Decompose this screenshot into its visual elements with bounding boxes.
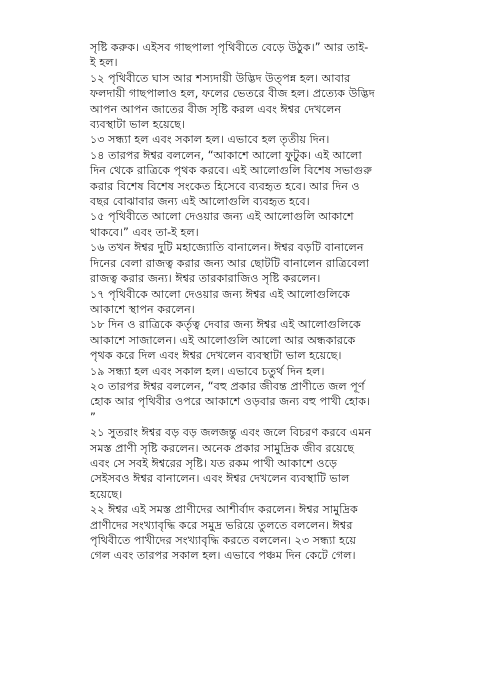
text-line: ১৬ তখন ঈশ্বর দুটি মহাজ্যোতি বানালেন। ঈশ্বর বড়টি বানালেন [90,241,364,255]
text-line: ১৩ সন্ধ্যা হল এবং সকাল হল। এভাবে হল তৃতীয় দিন। [90,133,330,147]
text-line: থাকবে।” এবং তা-ই হল। [90,225,199,239]
text-line: দিন থেকে রাত্রিকে পৃথক করবে। এই আলোগুলি বিশেষ সভাগুরু [90,164,372,178]
verse-paragraph [90,425,442,502]
text-line: সমস্ত প্রাণী সৃষ্টি করলেন। অনেক প্রকার সামুদ্রিক জীব রয়েছে [90,441,354,455]
text-line: সেইসবও ঈশ্বর বানালেন। এবং ঈশ্বর দেখলেন ব্যবস্থাটি ভাল [90,472,350,486]
text-line: গেল এবং তারপর সকাল হল। এভাবে পঞ্চম দিন কেটে গেল। [90,549,356,563]
text-line: ২২ ঈশ্বর এই সমস্ত প্রাণীদের আশীর্বাদ করলেন। ঈশ্বর সামুদ্রিক [90,503,358,517]
text-line: ১২ পৃথিবীতে ঘাস আর শস্যদায়ী উদ্ভিদ উত্‌পন্ন হল। আবার [90,71,351,85]
text-line: আপন আপন জাতের বীজ সৃষ্টি করল এবং ঈশ্বর দেখলেন [90,102,342,116]
text-line: পৃথিবীতে পাখীদের সংখ্যাবৃদ্ধি করতে বললেন। ২৩ সন্ধ্যা হয়ে [90,534,357,547]
text-line: আকাশে স্থাপন করলেন। [90,302,195,316]
text-line: আকাশে সাজালেন। এই আলোগুলি আলো আর অন্ধকারকে [90,333,356,347]
text-line: এবং সে সবই ঈশ্বরের সৃষ্টি। যত রকম পাখী আকাশে ওড়ে [90,456,338,470]
text-line: ১৭ পৃথিবীকে আলো দেওয়ার জন্য ঈশ্বর এই আলোগুলিকে [90,287,350,301]
text-line: দিনের বেলা রাজত্ব করার জন্য আর ছোটটি বানালেন রাত্রিবেলা [90,256,370,270]
verse-paragraph [90,71,442,133]
text-line: ” [90,410,96,424]
text-line: হয়েছে। [90,487,123,501]
verse-paragraph [90,317,442,363]
verse-paragraph [90,364,442,379]
verse-paragraph [90,132,442,147]
text-line: ১৯ সন্ধ্যা হল এবং সকাল হল। এভাবে চতুর্থ দিন হল। [90,364,325,378]
verse-paragraph [90,379,442,425]
text-line: ১৮ দিন ও রাত্রিকে কর্তৃত্ব দেবার জন্য ঈশ্বর এই আলোগুলিকে [90,318,361,332]
text-line: ২০ তারপর ঈশ্বর বললেন, “বহু প্রকার জীবন্ত প্রাণীতে জল পূর্ণ [90,379,365,393]
text-line: হোক আর পৃথিবীর ওপরে আকাশে ওড়বার জন্য বহু পাখী হোক। [90,395,371,409]
text-line: রাজত্ব করার জন্য। ঈশ্বর তারকারাজিও সৃষ্টি করলেন। [90,272,321,286]
text-line: বছর বোঝাবার জন্য এই আলোগুলি ব্যবহৃত হবে। [90,195,310,209]
body-text [90,40,442,564]
text-line: করার বিশেষ বিশেষ সংকেত হিসেবে ব্যবহৃত হবে। আর দিন ও [90,179,360,193]
text-line: ই হল। [90,56,118,70]
verse-paragraph [90,148,442,210]
text-line: ফলদায়ী গাছপালাও হল, ফলের ভেতরে বীজ হল। প্রত্যেক উদ্ভিদ [90,87,375,101]
verse-paragraph [90,287,442,318]
verse-paragraph [90,209,442,240]
verse-paragraph [90,502,442,564]
text-line: সৃষ্টি করুক। এইসব গাছপালা পৃথিবীতে বেড়ে উঠুক।” আর তাই- [90,41,369,54]
text-line: পৃথক করে দিল এবং ঈশ্বর দেখলেন ব্যবস্থাটা ভাল হয়েছে। [90,349,342,363]
text-line: ১৫ পৃথিবীতে আলো দেওয়ার জন্য এই আলোগুলি আকাশে [90,210,354,224]
verse-paragraph [90,40,442,71]
text-line: ২১ সুতরাং ঈশ্বর বড় বড় জলজন্তু এবং জলে বিচরণ করবে এমন [90,426,372,440]
verse-paragraph [90,240,442,286]
text-line: প্রাণীদের সংখ্যাবৃদ্ধি করে সমুদ্র ভরিয়ে তুলতে বললেন। ঈশ্বর [90,518,353,532]
text-line: ১৪ তারপর ঈশ্বর বললেন, “আকাশে আলো ফুটুক। এই আলো [90,148,362,162]
text-line: ব্যবস্থাটা ভাল হয়েছে। [90,118,185,132]
